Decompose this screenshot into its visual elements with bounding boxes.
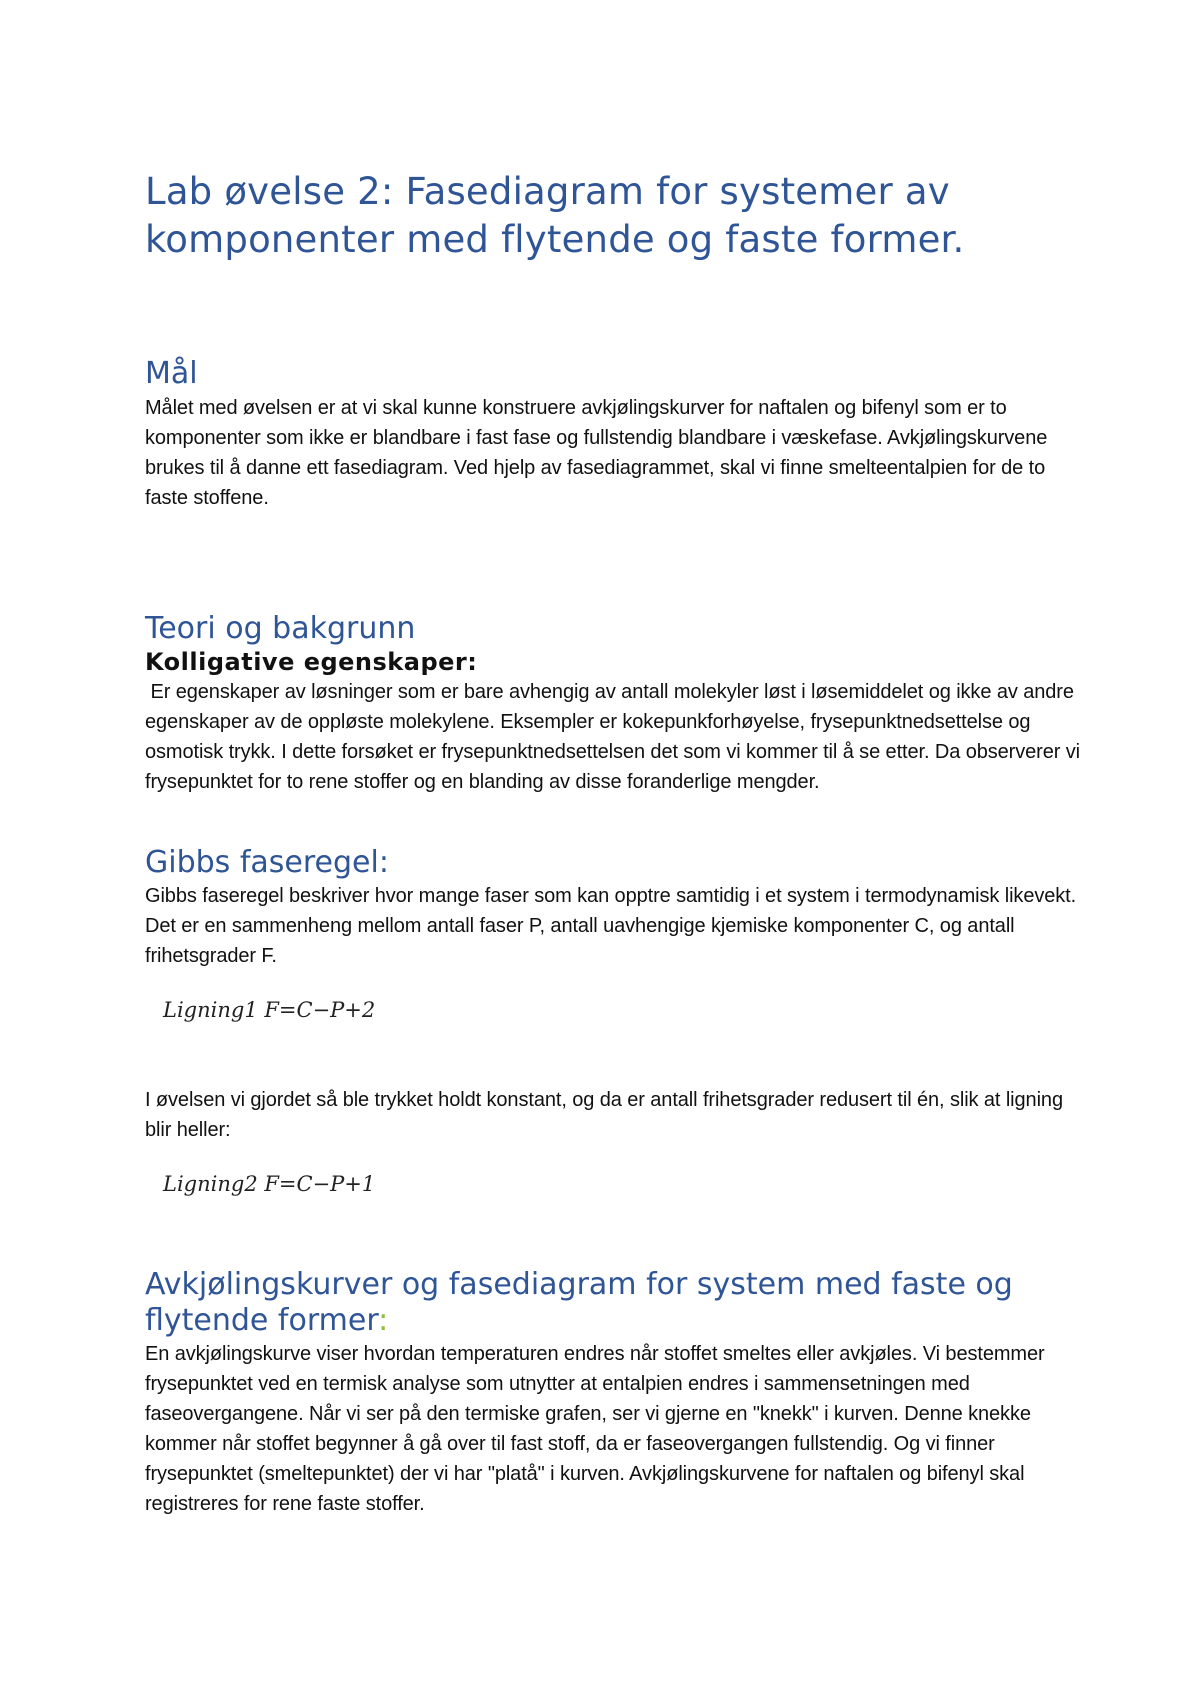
paragraph-gibbs-1: Gibbs faseregel beskriver hvor mange faser som kan opptre samtidig i et system i termodynamisk likevekt. Det er en sammenheng mellom antall faser P, antall uavhengige kjemiske komponenter C, og antall frihetsgrader F.	[145, 885, 1077, 967]
document-content	[145, 168, 1085, 1519]
heading-avkjoling-colon: :	[378, 1303, 389, 1338]
heading-maal: Mål	[145, 356, 198, 391]
heading-teori: Teori og bakgrunn	[145, 611, 416, 646]
equation-2: Ligning2 F=C−P+1	[163, 1172, 376, 1196]
paragraph-gibbs-2: I øvelsen vi gjordet så ble trykket holdt konstant, og da er antall frihetsgrader redusert til én, slik at ligning blir heller:	[145, 1089, 1063, 1141]
paragraph-kolligative: Er egenskaper av løsninger som er bare avhengig av antall molekyler løst i løsemiddelet og ikke av andre egenskaper av de oppløste molekylene. Eksempler er kokepunkforhøyelse, frysepunktnedsettelse og osmotisk trykk. I dette forsøket er frysepunktnedsettelsen det som vi kommer til å se etter. Da observerer vi frysepunktet for to rene stoffer og en blanding av disse foranderlige mengder.	[145, 681, 1086, 793]
paragraph-avkjoling: En avkjølingskurve viser hvordan temperaturen endres når stoffet smeltes eller avkjøles. Vi bestemmer frysepunktet ved en termisk analyse som utnytter at entalpien endres i sammensetningen med faseovergangene. Når vi ser på den termiske grafen, ser vi gjerne en "knekk" i kurven. Denne knekke kommer når stoffet begynner å gå over til fast stoff, da er faseovergangen fullstendig. Og vi finner frysepunktet (smeltepunktet) der vi har "platå" i kurven. Avkjølingskurvene for naftalen og bifenyl skal registreres for rene faste stoffer.	[145, 1343, 1045, 1515]
document-title: Lab øvelse 2: Fasediagram for systemer av komponenter med flytende og faste former.	[145, 170, 965, 261]
subheading-kolligative: Kolligative egenskaper:	[145, 648, 478, 676]
paragraph-maal: Målet med øvelsen er at vi skal kunne konstruere avkjølingskurver for naftalen og bifenyl som er to komponenter som ikke er blandbare i fast fase og fullstendig blandbare i væskefase. Avkjølingskurvene brukes til å danne ett fasediagram. Ved hjelp av fasediagrammet, skal vi finne smelteentalpien for de to faste stoffene.	[145, 397, 1048, 509]
equation-1: Ligning1 F=C−P+2	[163, 998, 376, 1022]
heading-avkjoling	[145, 1267, 1085, 1339]
heading-gibbs: Gibbs faseregel:	[145, 845, 389, 880]
heading-avkjoling-text: Avkjølingskurver og fasediagram for system med faste og flytende former	[145, 1267, 1013, 1338]
